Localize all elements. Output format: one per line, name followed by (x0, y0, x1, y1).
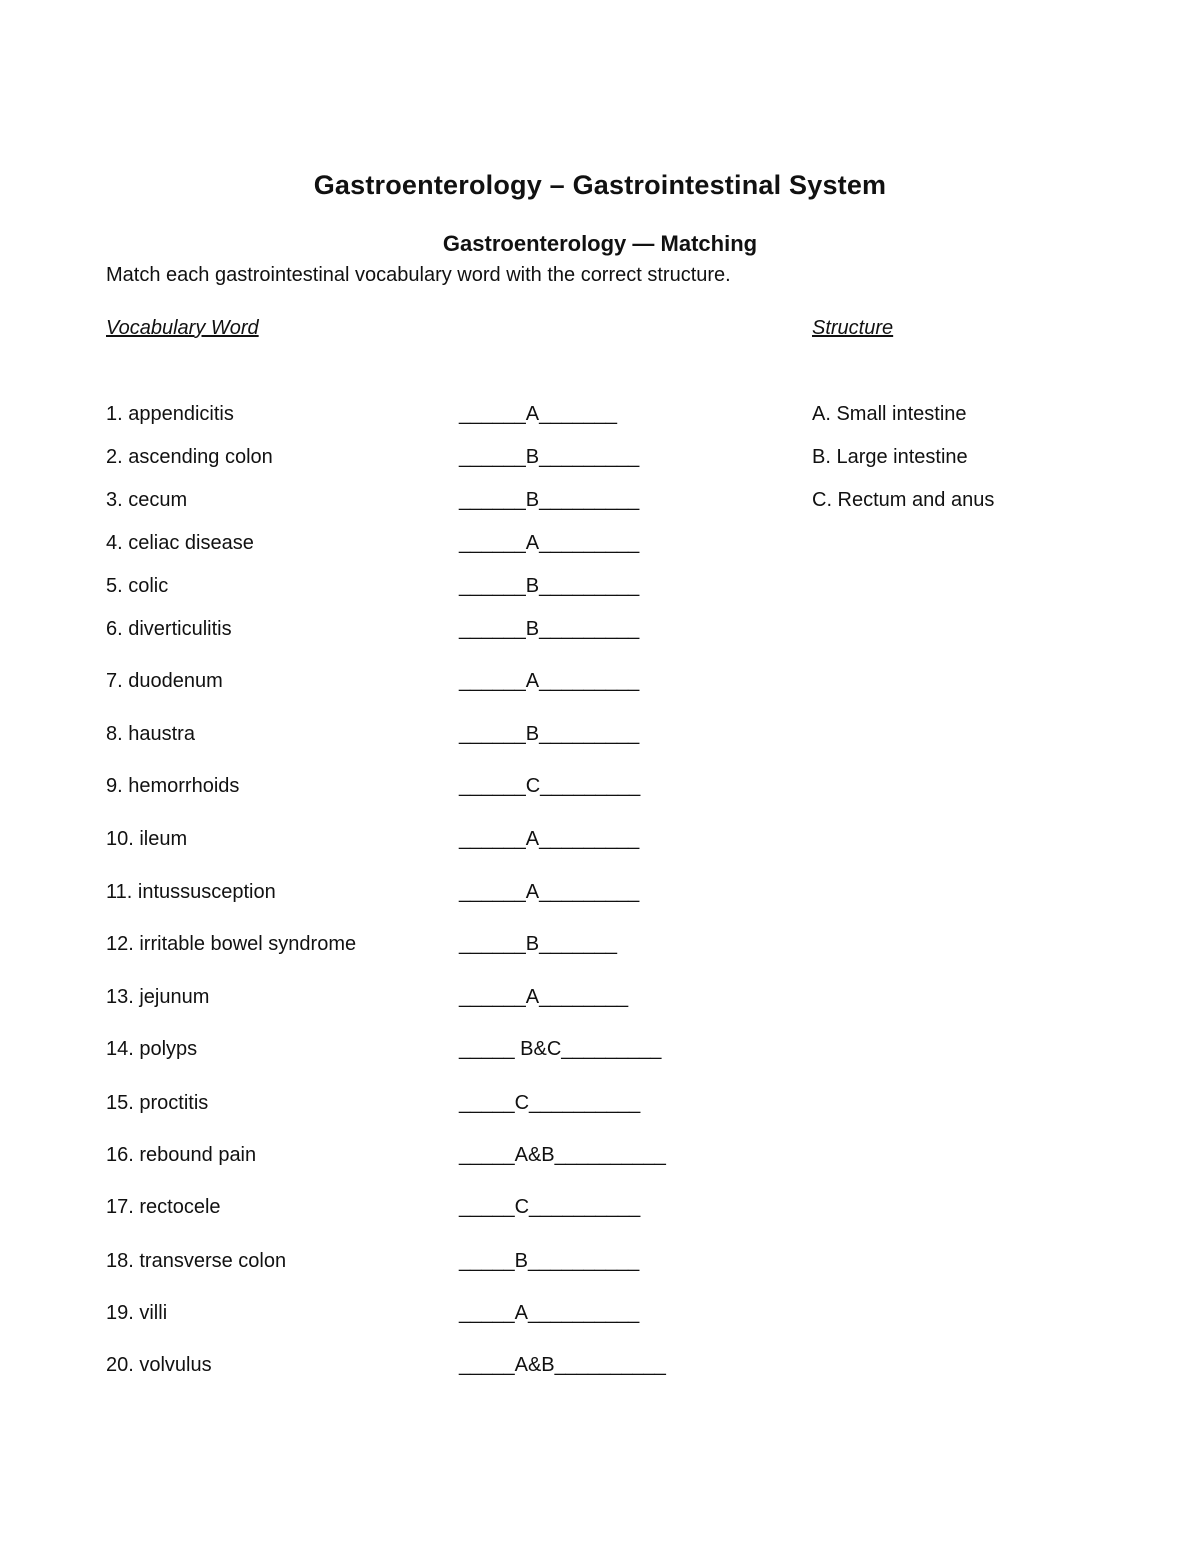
answer-blank: _____C__________ (459, 1196, 641, 1218)
answer-blank: ______B_________ (459, 446, 640, 468)
vocabulary-word: 9. hemorrhoids (106, 775, 240, 797)
answer-blank: ______C_________ (459, 775, 641, 797)
answer-blank: _____A&B__________ (459, 1144, 666, 1166)
list-item (0, 723, 1200, 753)
list-item (0, 575, 1200, 605)
vocabulary-word: 2. ascending colon (106, 446, 273, 468)
answer-blank: ______B_______ (459, 933, 617, 955)
vocabulary-word: 20. volvulus (106, 1354, 212, 1376)
vocabulary-word: 7. duodenum (106, 670, 223, 692)
answer-blank: ______A_________ (459, 828, 640, 850)
list-item (0, 446, 1200, 476)
vocabulary-word: 19. villi (106, 1302, 168, 1324)
structure-option-a: A. Small intestine (812, 403, 967, 425)
list-item (0, 881, 1200, 911)
vocabulary-word: 11. intussusception (106, 881, 276, 903)
list-item (0, 933, 1200, 963)
structure-option-b: B. Large intestine (812, 446, 968, 468)
list-item (0, 1250, 1200, 1280)
answer-blank: ______B_________ (459, 575, 640, 597)
vocabulary-word: 13. jejunum (106, 986, 210, 1008)
list-item (0, 403, 1200, 433)
list-item (0, 532, 1200, 562)
page-subtitle: Gastroenterology — Matching (442, 231, 758, 256)
list-item (0, 1196, 1200, 1226)
list-item (0, 1302, 1200, 1332)
answer-blank: _____ B&C_________ (459, 1038, 662, 1060)
vocabulary-word: 12. irritable bowel syndrome (106, 933, 357, 955)
answer-blank: ______A_______ (459, 403, 617, 425)
answer-blank: ______A_________ (459, 881, 640, 903)
list-item (0, 1144, 1200, 1174)
list-item (0, 670, 1200, 700)
structure-column-header: Structure (812, 317, 894, 339)
answer-blank: ______B_________ (459, 618, 640, 640)
vocabulary-word: 1. appendicitis (106, 403, 234, 425)
answer-blank: _____A&B__________ (459, 1354, 666, 1376)
structure-option-c: C. Rectum and anus (812, 489, 995, 511)
answer-blank: _____B__________ (459, 1250, 640, 1272)
vocabulary-word: 15. proctitis (106, 1092, 209, 1114)
answer-blank: ______B_________ (459, 489, 640, 511)
list-item (0, 828, 1200, 858)
vocabulary-word: 10. ileum (106, 828, 188, 850)
page-title: Gastroenterology – Gastrointestinal System (313, 170, 887, 200)
vocabulary-word: 18. transverse colon (106, 1250, 287, 1272)
answer-blank: ______B_________ (459, 723, 640, 745)
instructions: Match each gastrointestinal vocabulary word with the correct structure. (106, 264, 731, 286)
list-item (0, 986, 1200, 1016)
answer-blank: _____C__________ (459, 1092, 641, 1114)
answer-blank: ______A_________ (459, 532, 640, 554)
list-item (0, 1038, 1200, 1068)
list-item (0, 489, 1200, 519)
vocabulary-word: 16. rebound pain (106, 1144, 257, 1166)
vocabulary-word: 3. cecum (106, 489, 188, 511)
list-item (0, 775, 1200, 805)
vocabulary-word: 14. polyps (106, 1038, 198, 1060)
vocabulary-word: 17. rectocele (106, 1196, 221, 1218)
list-item (0, 618, 1200, 648)
vocabulary-word: 4. celiac disease (106, 532, 254, 554)
answer-blank: ______A_________ (459, 670, 640, 692)
vocabulary-word: 8. haustra (106, 723, 195, 745)
vocabulary-word: 6. diverticulitis (106, 618, 232, 640)
vocabulary-column-header: Vocabulary Word (106, 317, 259, 339)
list-item (0, 1354, 1200, 1384)
answer-blank: _____A__________ (459, 1302, 640, 1324)
vocabulary-word: 5. colic (106, 575, 169, 597)
answer-blank: ______A________ (459, 986, 629, 1008)
list-item (0, 1092, 1200, 1122)
